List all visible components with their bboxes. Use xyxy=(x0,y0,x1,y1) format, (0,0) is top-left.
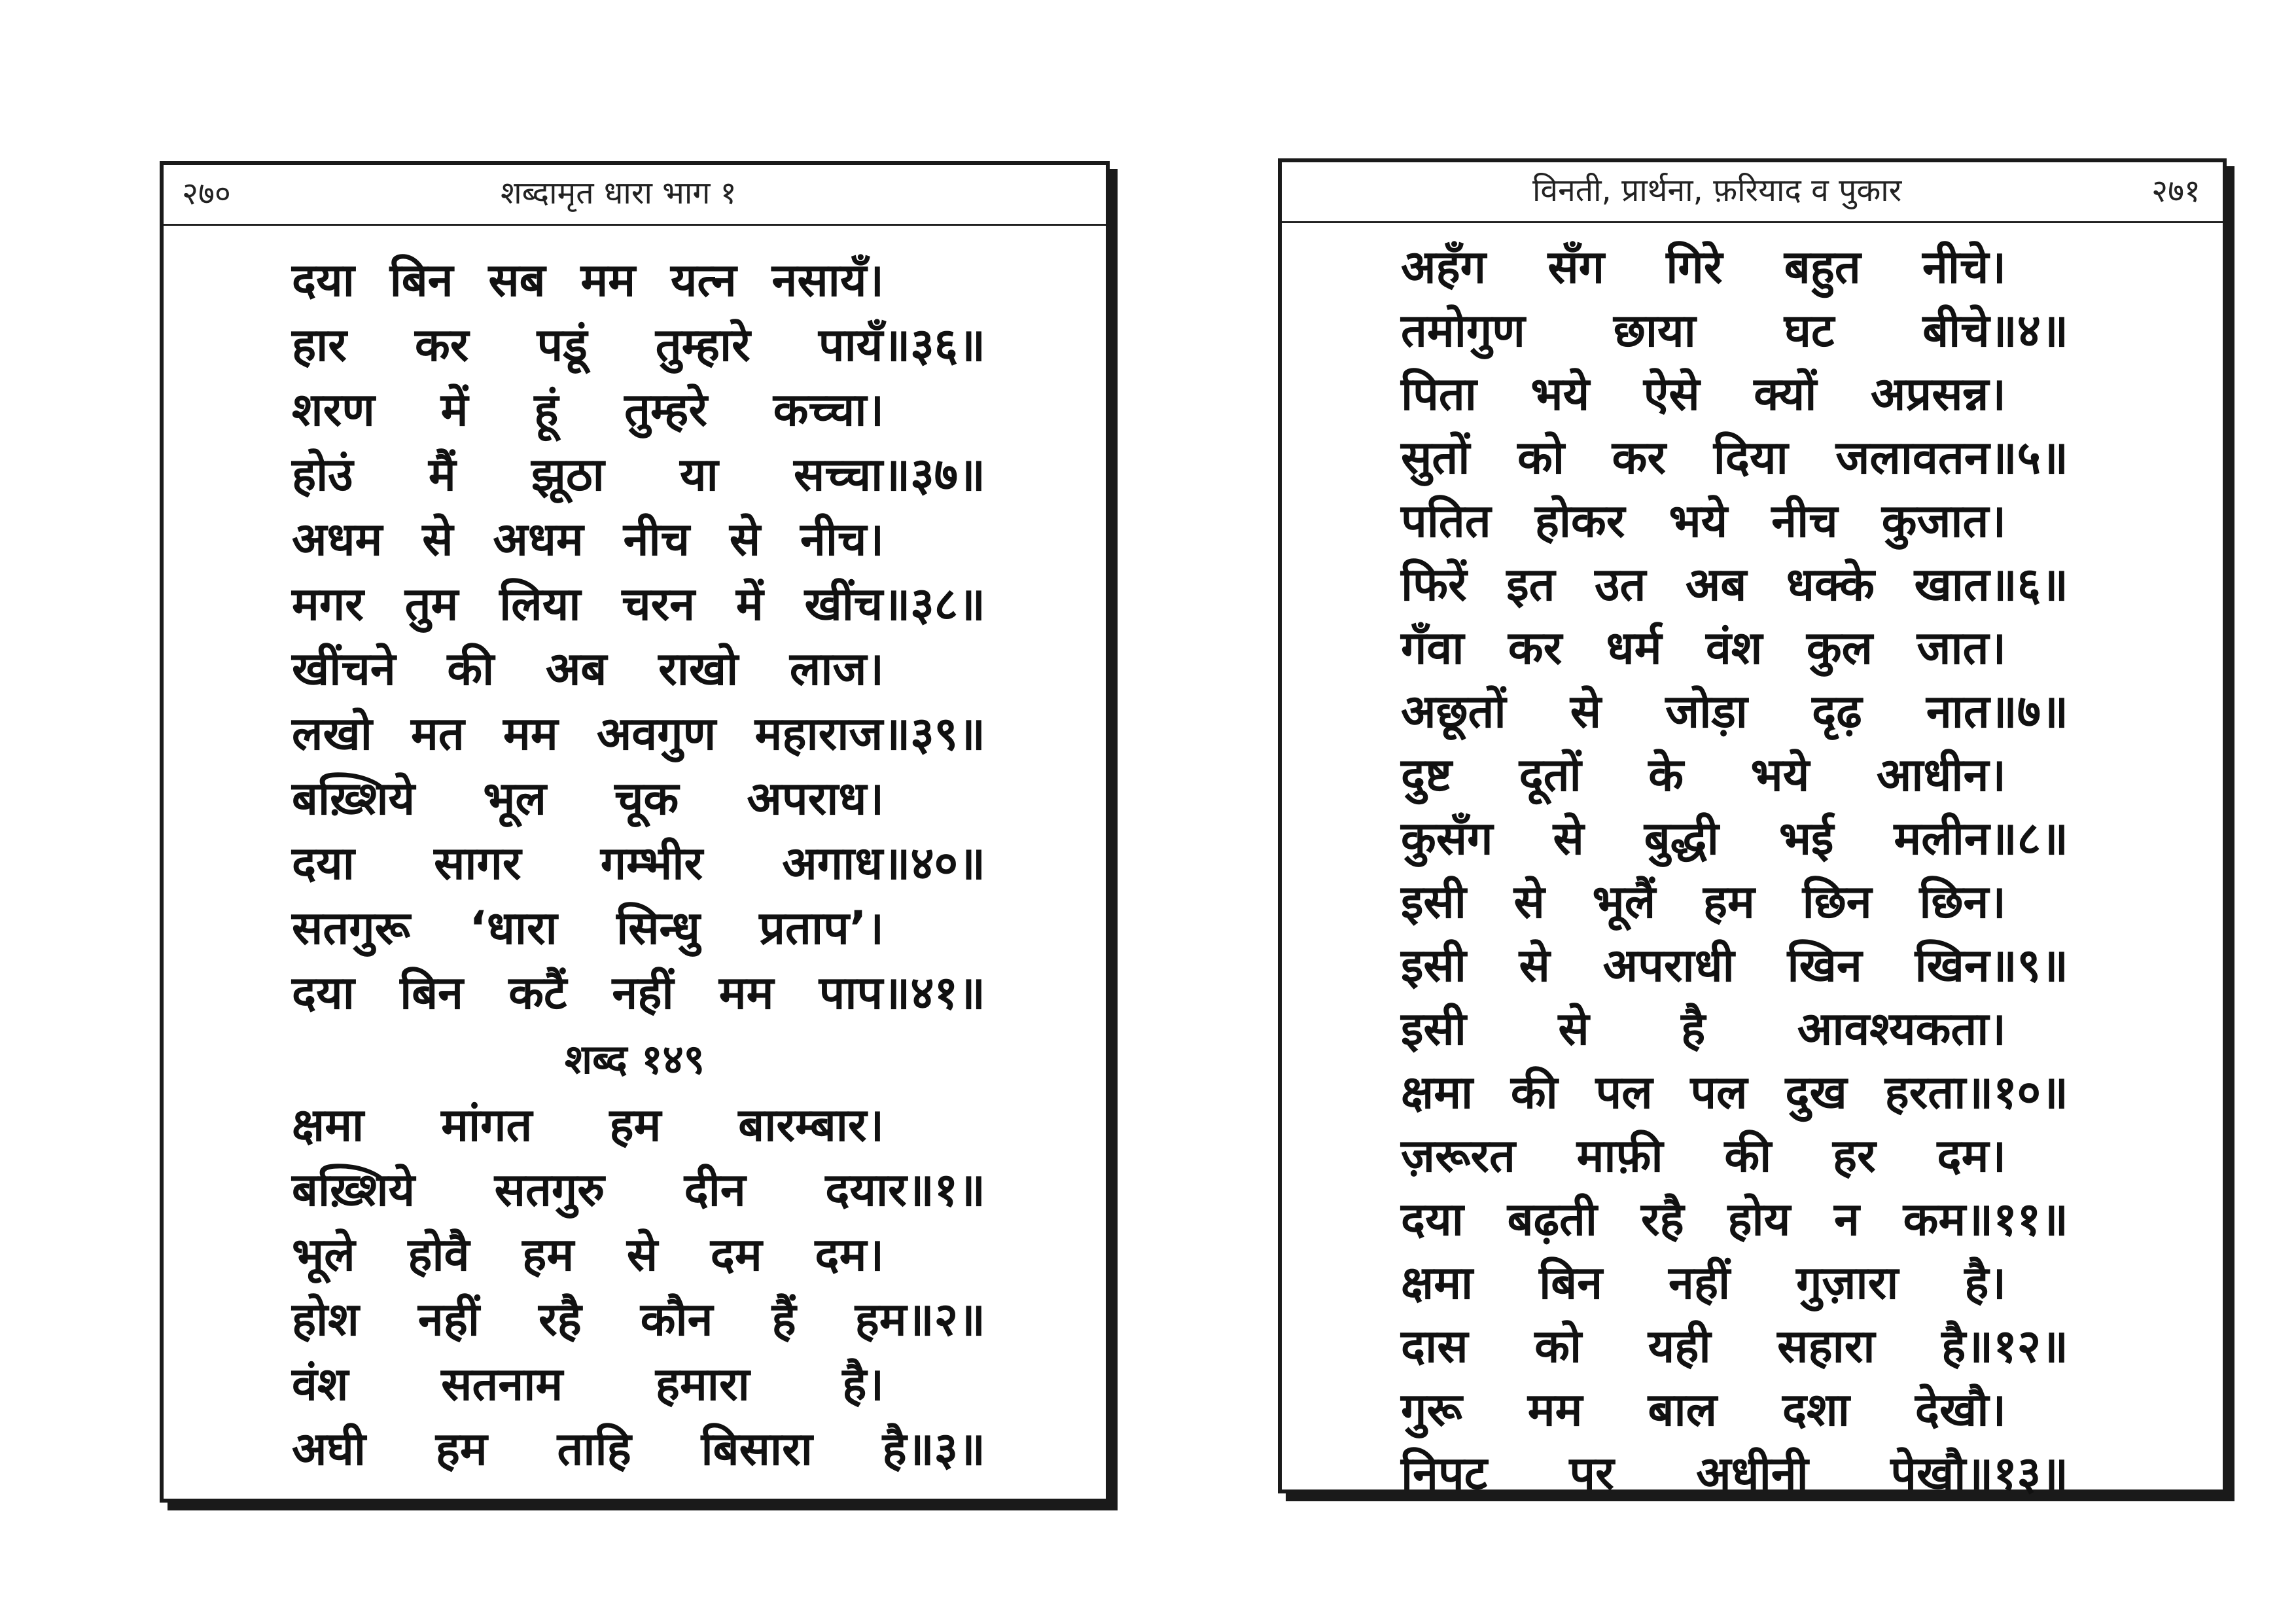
verse-word: से xyxy=(626,1228,658,1281)
verse-word: अब xyxy=(1685,558,1747,611)
verse-word: अप्रसन्न। xyxy=(1870,367,2006,421)
verse-word: खिन xyxy=(1787,938,1862,992)
verse-word: मलीन॥८॥ xyxy=(1894,812,2068,865)
verse-word: की xyxy=(1510,1065,1558,1119)
verse-word: खिन॥९॥ xyxy=(1915,938,2068,992)
section-heading: शब्द १४९ xyxy=(564,1035,705,1083)
verse-word: दम। xyxy=(815,1228,884,1281)
verse-word: क्षमा xyxy=(1401,1065,1474,1119)
verse-word: सागर xyxy=(434,836,521,890)
verse-line xyxy=(1401,1126,2006,1185)
verse-word: खींच॥३८॥ xyxy=(804,577,985,631)
verse-word: हार xyxy=(292,318,347,372)
verse-word: ‘धारा xyxy=(469,901,557,955)
verse-word: दम xyxy=(710,1228,762,1281)
verse-word: होश xyxy=(292,1293,359,1346)
verse-word: से xyxy=(1519,938,1550,992)
verse-word: चूक xyxy=(614,772,679,825)
verse-word: बख़्शिये xyxy=(292,1163,415,1217)
verse-word: दुख xyxy=(1785,1065,1847,1119)
verse-word: सहारा xyxy=(1777,1319,1875,1373)
verse-line xyxy=(1401,428,2068,487)
verse-word: गुरू xyxy=(1401,1383,1462,1436)
verse-word: दीन xyxy=(684,1163,746,1217)
verse-word: ऐसे xyxy=(1643,367,1700,421)
verse-word: बढ़ती xyxy=(1507,1192,1598,1246)
verse-word: प्रताप’। xyxy=(759,901,884,955)
verse-line xyxy=(1401,1380,2006,1439)
left-page-header xyxy=(164,165,1106,226)
verse-word: हम xyxy=(1703,875,1755,929)
verse-line xyxy=(1401,301,2068,360)
verse-word: अहँग xyxy=(1401,240,1487,294)
verse-word: दूतों xyxy=(1519,748,1581,802)
verse-word: की xyxy=(1724,1129,1772,1183)
verse-line xyxy=(292,963,985,1022)
verse-word: हरता॥१०॥ xyxy=(1884,1065,2068,1119)
verse-word: कुसँग xyxy=(1401,812,1493,865)
verse-word: महाराज॥३९॥ xyxy=(754,707,985,760)
verse-word: गिरे xyxy=(1666,240,1723,294)
verse-word: जोड़ा xyxy=(1665,685,1748,738)
verse-line xyxy=(292,1290,985,1349)
verse-word: से xyxy=(1553,812,1584,865)
verse-word: झूठा xyxy=(531,448,605,501)
verse-word: सँग xyxy=(1547,240,1605,294)
verse-line xyxy=(1401,1253,2006,1312)
verse-word: की xyxy=(447,642,495,696)
verse-word: धर्म xyxy=(1606,621,1662,675)
verse-word: क्यों xyxy=(1754,367,1817,421)
verse-word: दया xyxy=(292,966,355,1020)
verse-word: लिया xyxy=(499,577,581,631)
left-page xyxy=(160,161,1110,1503)
verse-line xyxy=(292,834,985,893)
verse-word: रहै xyxy=(1640,1192,1684,1246)
verse-line xyxy=(292,769,884,828)
verse-word: आधीन। xyxy=(1876,748,2006,802)
verse-word: धक्के xyxy=(1786,558,1875,611)
verse-word: मत xyxy=(411,707,465,760)
verse-word: इसी xyxy=(1401,1002,1466,1056)
verse-word: वंश xyxy=(292,1357,349,1411)
verse-word: में xyxy=(440,383,468,437)
verse-word: पिता xyxy=(1401,367,1477,421)
verse-line xyxy=(292,1355,884,1414)
verse-word: भये xyxy=(1530,367,1590,421)
verse-line xyxy=(1401,1063,2068,1122)
verse-line xyxy=(292,315,985,374)
verse-word: बुद्धी xyxy=(1644,812,1719,865)
verse-word: सतनाम xyxy=(441,1357,563,1411)
verse-word: आवश्यकता। xyxy=(1797,1002,2006,1056)
verse-word: नहीं xyxy=(417,1293,480,1346)
verse-word: लखो xyxy=(292,707,372,760)
verse-word: मम xyxy=(1527,1383,1583,1436)
verse-word: तुम्हरे xyxy=(624,383,707,437)
verse-word: हम xyxy=(609,1098,662,1152)
verse-word: सच्चा॥३७॥ xyxy=(794,448,985,501)
verse-word: क्षमा xyxy=(292,1098,364,1152)
right-page-header xyxy=(1282,162,2223,223)
verse-word: सुतों xyxy=(1401,431,1470,484)
verse-word: नीच। xyxy=(800,512,884,566)
verse-word: है। xyxy=(1964,1256,2006,1310)
verse-word: होय xyxy=(1727,1192,1791,1246)
verse-word: नात॥७॥ xyxy=(1926,685,2068,738)
verse-line xyxy=(1401,555,2068,614)
verse-word: के xyxy=(1648,748,1684,802)
verse-line xyxy=(1401,1444,2068,1503)
verse-word: कम॥११॥ xyxy=(1903,1192,2068,1246)
verse-word: गम्भीर xyxy=(600,836,703,890)
verse-word: पल xyxy=(1690,1065,1748,1119)
verse-word: भये xyxy=(1750,748,1810,802)
verse-line xyxy=(292,704,985,763)
verse-word: छिन। xyxy=(1919,875,2006,929)
verse-line xyxy=(292,899,884,957)
verse-word: दशा xyxy=(1782,1383,1850,1436)
right-page xyxy=(1278,158,2227,1500)
verse-word: बहुत xyxy=(1784,240,1861,294)
verse-word: नहीं xyxy=(612,966,674,1020)
verse-line xyxy=(1401,809,2068,868)
verse-word: पेखौ॥१३॥ xyxy=(1890,1446,2068,1500)
verse-word: कटैं xyxy=(508,966,567,1020)
verse-line xyxy=(1401,682,2068,741)
verse-line xyxy=(292,1225,884,1284)
verse-word: कर xyxy=(1612,431,1667,484)
verse-word: फिरें xyxy=(1401,558,1467,611)
verse-word: भूलैं xyxy=(1592,875,1656,929)
verse-word: गुज़ारा xyxy=(1796,1256,1899,1310)
verse-word: हर xyxy=(1832,1129,1876,1183)
verse-word: अब xyxy=(545,642,607,696)
verse-word: मम xyxy=(503,707,558,760)
verse-word: नसायँ। xyxy=(771,253,884,307)
verse-word: भये xyxy=(1669,494,1728,548)
verse-word: हमारा xyxy=(655,1357,750,1411)
verse-word: बिन xyxy=(389,253,453,307)
verse-word: पाप॥४१॥ xyxy=(819,966,985,1020)
verse-word: हम xyxy=(435,1422,487,1476)
verse-word: पल xyxy=(1595,1065,1653,1119)
verse-word: बाल xyxy=(1648,1383,1718,1436)
verse-word: बारम्बार। xyxy=(738,1098,884,1152)
verse-word: इत xyxy=(1506,558,1555,611)
verse-word: सब xyxy=(488,253,546,307)
verse-word: नीचे। xyxy=(1922,240,2006,294)
verse-word: है॥१२॥ xyxy=(1941,1319,2068,1373)
verse-word: है॥३॥ xyxy=(882,1422,985,1476)
verse-word: में xyxy=(735,577,764,631)
verse-line xyxy=(292,510,884,569)
verse-word: इसी xyxy=(1401,938,1466,992)
verse-line xyxy=(1401,872,2006,931)
verse-line xyxy=(1401,618,2006,677)
verse-word: अवगुण xyxy=(596,707,716,760)
verse-word: मैं xyxy=(428,448,456,501)
verse-word: इसी xyxy=(1401,875,1466,929)
verse-word: गँवा xyxy=(1401,621,1464,675)
verse-word: मम xyxy=(580,253,636,307)
verse-line xyxy=(1401,365,2006,423)
verse-line xyxy=(1401,1190,2068,1249)
verse-word: शरण xyxy=(292,383,375,437)
verse-word: बिन xyxy=(400,966,464,1020)
verse-line xyxy=(292,445,985,504)
verse-word: अघी xyxy=(292,1422,366,1476)
verse-word: ताहि xyxy=(557,1422,631,1476)
verse-word: घट xyxy=(1784,304,1835,357)
verse-word: अधीनी xyxy=(1696,1446,1809,1500)
verse-line xyxy=(1401,1317,2068,1376)
verse-word: है। xyxy=(842,1357,884,1411)
verse-word: से xyxy=(1513,875,1545,929)
verse-word: को xyxy=(1534,1319,1582,1373)
verse-word: जात। xyxy=(1916,621,2006,675)
right-running-title: विनती, प्रार्थना, फ़रियाद व पुकार xyxy=(1532,172,1902,209)
verse-line xyxy=(1401,999,2006,1058)
verse-word: क्षमा xyxy=(1401,1256,1474,1310)
verse-line xyxy=(292,1096,884,1154)
verse-word: जलावतन॥५॥ xyxy=(1835,431,2068,484)
verse-word: भूल xyxy=(483,772,546,825)
verse-word: से xyxy=(422,512,453,566)
verse-word: नहीं xyxy=(1669,1256,1731,1310)
verse-word: अपराध। xyxy=(747,772,884,825)
verse-word: कौन xyxy=(640,1293,713,1346)
verse-word: कुजात। xyxy=(1881,494,2006,548)
verse-word: राखो xyxy=(658,642,739,696)
left-page-body xyxy=(164,227,1106,1499)
verse-word: तुम xyxy=(404,577,459,631)
verse-word: कर xyxy=(415,318,469,372)
verse-word: अछूतों xyxy=(1401,685,1506,738)
verse-word: या xyxy=(680,448,718,501)
verse-word: खात॥६॥ xyxy=(1914,558,2068,611)
verse-line xyxy=(292,380,884,439)
verse-word: पर xyxy=(1569,1446,1614,1500)
verse-word: दास xyxy=(1401,1319,1468,1373)
verse-word: दम। xyxy=(1937,1129,2006,1183)
verse-word: से xyxy=(1570,685,1602,738)
verse-word: दयार॥१॥ xyxy=(825,1163,985,1217)
verse-word: छिन xyxy=(1802,875,1872,929)
verse-word: हैं xyxy=(771,1293,796,1346)
verse-word: हूं xyxy=(534,383,559,437)
verse-word: वंश xyxy=(1705,621,1763,675)
verse-word: भई xyxy=(1778,812,1834,865)
verse-word: भूले xyxy=(292,1228,355,1281)
verse-word: लाज। xyxy=(789,642,884,696)
verse-word: से xyxy=(1558,1002,1589,1056)
verse-word: तुम्हारे xyxy=(655,318,751,372)
verse-line xyxy=(292,575,985,633)
verse-line xyxy=(292,639,884,698)
verse-word: दिया xyxy=(1713,431,1788,484)
verse-word: होकर xyxy=(1534,494,1625,548)
verse-word: अधम xyxy=(493,512,584,566)
verse-word: निपट xyxy=(1401,1446,1488,1500)
verse-word: सिन्धु xyxy=(616,901,700,955)
verse-word: दया xyxy=(292,253,355,307)
verse-word: पायँ॥३६॥ xyxy=(818,318,985,372)
verse-line xyxy=(1401,936,2068,995)
verse-word: सतगुरु xyxy=(494,1163,605,1217)
verse-word: अगाध॥४०॥ xyxy=(782,836,985,890)
verse-word: ज़रूरत xyxy=(1401,1129,1515,1183)
verse-line xyxy=(292,1419,985,1478)
verse-word: पडूं xyxy=(537,318,588,372)
verse-word: यही xyxy=(1648,1319,1711,1373)
verse-word: खींचने xyxy=(292,642,396,696)
verse-word: कच्चा। xyxy=(773,383,884,437)
verse-word: दया xyxy=(292,836,355,890)
verse-word: बीचे॥४॥ xyxy=(1922,304,2068,357)
verse-word: सतगुरू xyxy=(292,901,411,955)
verse-word: दुष्ट xyxy=(1401,748,1453,802)
right-page-number: २७१ xyxy=(2151,173,2200,209)
verse-word: हम xyxy=(522,1228,574,1281)
verse-word: से xyxy=(729,512,761,566)
verse-word: मगर xyxy=(292,577,364,631)
verse-word: यत्न xyxy=(670,253,737,307)
verse-word: नीच xyxy=(1771,494,1838,548)
left-running-title: शब्दामृत धारा भाग १ xyxy=(501,175,737,211)
verse-word: नीच xyxy=(623,512,690,566)
verse-word: तमोगुण xyxy=(1401,304,1525,357)
verse-word: माफ़ी xyxy=(1576,1129,1663,1183)
verse-word: होउं xyxy=(292,448,353,501)
verse-word: बख़्शिये xyxy=(292,772,415,825)
verse-line xyxy=(1401,745,2006,804)
verse-word: देखौ। xyxy=(1915,1383,2006,1436)
verse-word: होवै xyxy=(408,1228,470,1281)
verse-word: मम xyxy=(718,966,774,1020)
verse-line xyxy=(292,1160,985,1219)
left-page-number: २७० xyxy=(182,175,231,212)
verse-word: है xyxy=(1681,1002,1706,1056)
verse-word: हम॥२॥ xyxy=(855,1293,985,1346)
verse-line xyxy=(1401,238,2006,296)
verse-word: कर xyxy=(1508,621,1563,675)
verse-word: रहै xyxy=(539,1293,582,1346)
verse-line xyxy=(1401,491,2006,550)
verse-word: को xyxy=(1517,431,1564,484)
verse-word: चरन xyxy=(622,577,696,631)
verse-word: उत xyxy=(1595,558,1646,611)
verse-word: पतित xyxy=(1401,494,1491,548)
verse-word: दृढ़ xyxy=(1812,685,1862,738)
verse-word: दया xyxy=(1401,1192,1464,1246)
verse-word: अपराधी xyxy=(1602,938,1735,992)
verse-line xyxy=(292,251,884,310)
verse-word: कुल xyxy=(1806,621,1873,675)
verse-word: बिसारा xyxy=(701,1422,813,1476)
verse-word: बिन xyxy=(1539,1256,1603,1310)
verse-word: अधम xyxy=(292,512,383,566)
verse-word: मांगत xyxy=(441,1098,533,1152)
verse-word: न xyxy=(1834,1192,1860,1246)
verse-word: छाया xyxy=(1613,304,1696,357)
right-page-body xyxy=(1282,224,2223,1500)
